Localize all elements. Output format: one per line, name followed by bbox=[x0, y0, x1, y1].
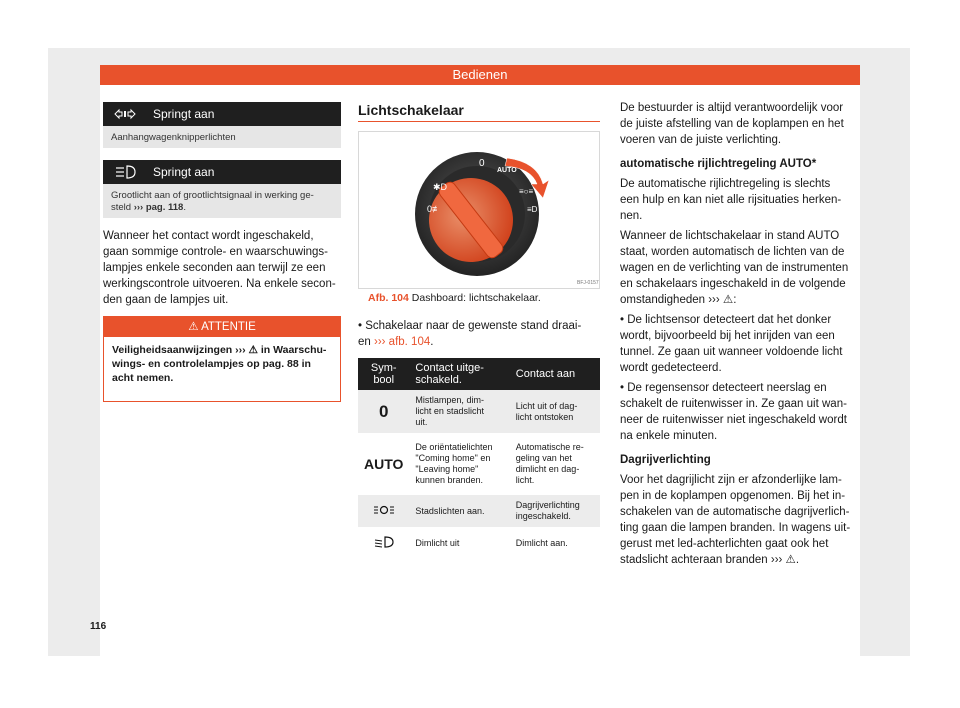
page-number: 116 bbox=[90, 621, 107, 632]
text: . bbox=[430, 336, 434, 348]
trailer-turn-signal-icon bbox=[113, 106, 137, 122]
text-line: schakelen van de automatische dagrijverlich- bbox=[620, 506, 850, 518]
text-line: voeren van de juiste verlichting. bbox=[620, 134, 782, 146]
text-line: wordt gedetecteerd. bbox=[620, 362, 722, 374]
figure-code: BFJ-0157 bbox=[577, 280, 599, 286]
text-line: den gaan de lampjes uit. bbox=[103, 294, 229, 306]
figure-caption bbox=[368, 292, 541, 304]
switch-label-auto: AUTO bbox=[497, 167, 517, 174]
page-header: Bedienen bbox=[100, 65, 860, 85]
cell-off: De oriëntatielichten "Coming home" en "Leaving home" kunnen branden. bbox=[409, 435, 509, 493]
cell-on: Licht uit of dag- licht ontstoken bbox=[510, 390, 600, 435]
text-line: pen in de koplampen opgenomen. Bij het in- bbox=[620, 490, 846, 502]
low-beam-switch-icon: ≡D bbox=[527, 205, 538, 214]
cell-off: Stadslichten aan. bbox=[409, 493, 509, 529]
text-line: staat, worden automatisch de lichten van de bbox=[620, 246, 845, 258]
instruction-bullet bbox=[358, 318, 603, 350]
warning-box bbox=[103, 316, 341, 402]
text-line: tunnel. Ze gaan uit wanneer voldoende licht bbox=[620, 346, 843, 358]
text-line: Wanneer het contact wordt ingeschakeld, bbox=[103, 230, 314, 242]
indicator-bar-trailer bbox=[103, 102, 341, 126]
page-ref-link[interactable]: ››› pag. 118 bbox=[133, 202, 184, 213]
table-header-row bbox=[358, 358, 600, 390]
text-line: lampjes enkele seconden aan terwijl ze een bbox=[103, 262, 326, 274]
header-symbol: Sym- bool bbox=[358, 358, 409, 390]
text-line: nen. bbox=[620, 210, 643, 222]
section-title: Lichtschakelaar bbox=[358, 102, 464, 118]
text-line: gaan sommige controle- en waarschuwings- bbox=[103, 246, 328, 258]
desc-line bbox=[111, 202, 333, 214]
header-off: Contact uitge- schakeld. bbox=[409, 358, 509, 390]
desc-line: Grootlicht aan of grootlichtsignaal in werking ge- bbox=[111, 190, 314, 201]
caption-number: Afb. 104 bbox=[368, 292, 409, 304]
text-line: gerust met led-achterlichten gaat ook het bbox=[620, 538, 829, 550]
cell-on: Automatische re- geling van het dimlicht en dag- licht. bbox=[510, 435, 600, 493]
subheading-auto-light: automatische rijlichtregeling AUTO* bbox=[620, 158, 817, 170]
cell-off: Dimlicht uit bbox=[409, 529, 509, 558]
light-switch-illustration bbox=[359, 132, 599, 288]
rear-fog-icon: 0≢ bbox=[427, 204, 442, 214]
bar-label: Springt aan bbox=[153, 107, 215, 121]
desc-text: steld bbox=[111, 202, 132, 213]
light-switch-figure bbox=[358, 131, 600, 289]
text: en bbox=[358, 336, 371, 348]
cell-off: Mistlampen, dim- licht en stadslicht uit. bbox=[409, 390, 509, 435]
text-line: ting gaan die lampen branden. In wagens uit- bbox=[620, 522, 851, 534]
text-line: De bestuurder is altijd verantwoordelijk voor bbox=[620, 102, 844, 114]
bar-description bbox=[103, 184, 341, 218]
warning-text: Veiligheidsaanwijzingen bbox=[112, 344, 233, 356]
table-row bbox=[358, 493, 600, 529]
table-row bbox=[358, 529, 600, 558]
subheading-daytime-lights: Dagrijverlichting bbox=[620, 454, 711, 466]
warning-title: ATTENTIE bbox=[201, 321, 256, 333]
warning-line: wings- en controlelampjes op pag. 88 in bbox=[112, 358, 311, 370]
text-line: wagen en de verlichting van de instrumenten bbox=[620, 262, 849, 274]
text-line bbox=[358, 334, 603, 350]
warning-line: acht nemen. bbox=[112, 372, 174, 384]
text-line: een hulp en kan niet alle rijsituaties herken- bbox=[620, 194, 842, 206]
cell-on: Dagrijverlichting ingeschakeld. bbox=[510, 493, 600, 529]
text-line: schakelt de ruitenwisser in. Ze gaan uit wan- bbox=[620, 398, 847, 410]
warning-body bbox=[104, 337, 340, 391]
text-line: de juiste afstelling van de koplampen en het bbox=[620, 118, 844, 130]
text-line: werkingscontrole uitvoeren. Na enkele secon- bbox=[103, 278, 336, 290]
right-column-text bbox=[620, 100, 860, 568]
text-line: wordt, bijvoorbeeld bij het inrijden van een bbox=[620, 330, 835, 342]
desc-text: . bbox=[183, 202, 186, 213]
warning-icon: ⚠ bbox=[188, 321, 199, 333]
text-line: en schakelaars ingeschakeld in de volgende bbox=[620, 278, 846, 290]
text-line: De automatische rijlichtregeling is slechts bbox=[620, 178, 831, 190]
parking-light-switch-icon: ≡○≡ bbox=[519, 187, 534, 196]
intro-paragraph bbox=[103, 228, 348, 308]
table-row bbox=[358, 435, 600, 493]
fog-light-icon: ✱D bbox=[433, 182, 448, 192]
caption-text: Dashboard: lichtschakelaar. bbox=[411, 292, 541, 304]
switch-label-zero: 0 bbox=[479, 158, 485, 169]
bullet-line: • De lichtsensor detecteert dat het donker bbox=[620, 314, 832, 326]
header-on: Contact aan bbox=[510, 358, 600, 390]
symbol-zero: 0 bbox=[358, 390, 409, 435]
warning-header bbox=[104, 317, 340, 337]
text-line: omstandigheden ››› ⚠: bbox=[620, 294, 737, 306]
switch-positions-table bbox=[358, 358, 600, 560]
text-line: • Schakelaar naar de gewenste stand draai- bbox=[358, 320, 582, 332]
parking-light-icon bbox=[358, 493, 409, 529]
text-line: neer de ruitenwisser niet ingeschakeld wordt bbox=[620, 414, 847, 426]
bar-description: Aanhangwagenknipperlichten bbox=[103, 126, 341, 148]
text-line: stadslicht achteraan branden ››› ⚠. bbox=[620, 554, 800, 566]
bullet-line: • De regensensor detecteert neerslag en bbox=[620, 382, 827, 394]
warning-line bbox=[112, 343, 332, 357]
table-row bbox=[358, 390, 600, 435]
low-beam-icon bbox=[358, 529, 409, 558]
bar-label: Springt aan bbox=[153, 165, 215, 179]
warning-link[interactable]: ››› ⚠ in Waarschu- bbox=[235, 344, 327, 356]
text-line: Wanneer de lichtschakelaar in stand AUTO bbox=[620, 230, 840, 242]
indicator-bar-high-beam bbox=[103, 160, 341, 184]
cell-on: Dimlicht aan. bbox=[510, 529, 600, 558]
high-beam-icon bbox=[113, 164, 137, 180]
section-divider bbox=[358, 121, 600, 122]
text-line: Voor het dagrijlicht zijn er afzonderlijke lam- bbox=[620, 474, 842, 486]
figure-ref-link[interactable]: ››› afb. 104 bbox=[374, 336, 431, 348]
text-line: na enkele minuten. bbox=[620, 430, 718, 442]
symbol-auto: AUTO bbox=[358, 435, 409, 493]
